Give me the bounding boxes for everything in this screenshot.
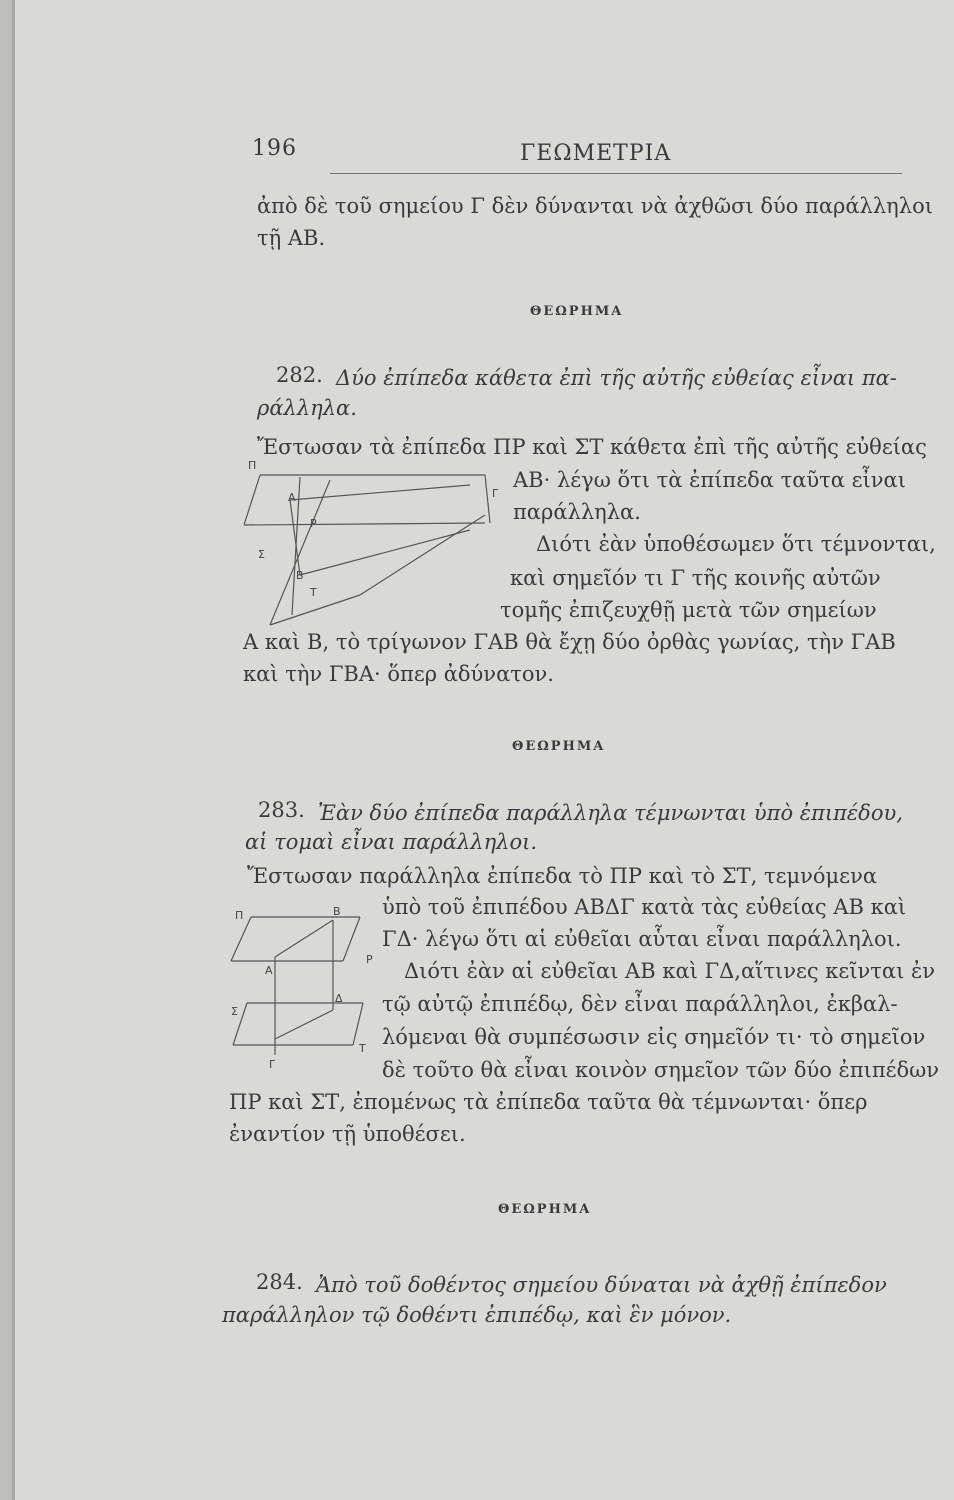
figure-line <box>231 917 251 961</box>
text-line: τῷ αὐτῷ ἐπιπέδῳ, δὲν εἶναι παράλληλοι, ἐκβαλ- <box>382 992 898 1016</box>
figure-label: Σ <box>231 1005 238 1018</box>
page-number: 196 <box>252 136 297 161</box>
figure-label: Σ <box>258 548 265 561</box>
figure-label: Α <box>265 964 273 977</box>
text-line: λόμεναι θὰ συμπέσωσιν εἰς σημεῖόν τι· τὸ σημεῖον <box>382 1025 926 1049</box>
text-line: ΠΡ καὶ ΣΤ, ἐπομένως τὰ ἐπίπεδα ταῦτα θὰ τέμνωνται· ὅπερ <box>229 1090 868 1114</box>
figure-label: Γ <box>492 487 499 500</box>
figure-label: Β <box>333 905 341 918</box>
figure-line <box>244 475 260 525</box>
theorem-heading: ΘΕΩΡΗΜΑ <box>498 1202 592 1217</box>
figure-line <box>290 485 470 500</box>
figure-label: Π <box>248 459 257 472</box>
text-line: Ἔστωσαν τὰ ἐπίπεδα ΠΡ καὶ ΣΤ κάθετα ἐπὶ τῆς αὐτῆς εὐθείας <box>257 435 927 459</box>
figure-line <box>360 515 485 595</box>
figure-label: Β <box>296 569 304 582</box>
header-rule <box>330 173 902 174</box>
theorem-statement: ράλληλα. <box>257 396 357 420</box>
theorem-number: 282. <box>276 363 323 387</box>
figure-line <box>275 920 333 957</box>
figure-line <box>270 480 330 625</box>
figure-label: Γ <box>269 1058 276 1070</box>
text-line: Διότι ἐὰν αἱ εὐθεῖαι ΑΒ καὶ ΓΔ,αἵτινες κεῖνται ἐν <box>404 959 936 983</box>
text-line: τῇ ΑΒ. <box>257 226 326 250</box>
figure-line <box>353 1003 363 1045</box>
theorem-heading: ΘΕΩΡΗΜΑ <box>530 304 624 319</box>
text-line: καὶ τὴν ΓΒΑ· ὅπερ ἀδύνατον. <box>243 662 554 686</box>
theorem-number: 284. <box>256 1270 303 1294</box>
text-line: παράλληλα. <box>513 500 641 524</box>
theorem-statement: Ἀπὸ τοῦ δοθέντος σημείου δύναται νὰ ἀχθῇ ἐπίπεδον <box>316 1273 887 1297</box>
figure-line <box>343 917 360 961</box>
text-line: Α καὶ Β, τὸ τρίγωνον ΓΑΒ θὰ ἔχῃ δύο ὀρθὰς γωνίας, τὴν ΓΑΒ <box>243 630 896 654</box>
figure-label: Ρ <box>366 953 373 966</box>
theorem-number: 283. <box>258 798 305 822</box>
theorem-statement: αἱ τομαὶ εἶναι παράλληλοι. <box>245 830 538 854</box>
running-header: ΓΕΩΜΕΤΡΙΑ <box>520 141 672 166</box>
figure-line <box>244 523 485 525</box>
text-line: ΑΒ· λέγω ὅτι τὰ ἐπίπεδα ταῦτα εἶναι <box>513 468 906 492</box>
figure-parallel-planes-intersected <box>225 905 380 1070</box>
figure-perpendicular-planes <box>240 455 510 630</box>
theorem-statement: Δύο ἐπίπεδα κάθετα ἐπὶ τῆς αὐτῆς εὐθείας εἶναι πα- <box>336 366 897 390</box>
page-edge <box>0 0 12 1500</box>
text-line: ἐναντίον τῇ ὑποθέσει. <box>229 1122 466 1146</box>
theorem-statement: Ἐὰν δύο ἐπίπεδα παράλληλα τέμνωνται ὑπὸ ἐπιπέδου, <box>318 801 903 825</box>
figure-label: Π <box>235 909 244 922</box>
text-line: καὶ σημεῖόν τι Γ τῆς κοινῆς αὐτῶν <box>510 566 881 590</box>
text-line: ΓΔ· λέγω ὅτι αἱ εὐθεῖαι αὗται εἶναι παράλληλοι. <box>382 927 902 951</box>
figure-label: Ρ <box>310 517 317 530</box>
theorem-statement: παράλληλον τῷ δοθέντι ἐπιπέδῳ, καὶ ἓν μόνον. <box>222 1303 732 1327</box>
text-line: Ἔστωσαν παράλληλα ἐπίπεδα τὸ ΠΡ καὶ τὸ ΣΤ, τεμνόμενα <box>247 864 878 888</box>
figure-label: Τ <box>310 586 317 599</box>
text-line: δὲ τοῦτο θὰ εἶναι κοινὸν σημεῖον τῶν δύο ἐπιπέδων <box>382 1058 940 1082</box>
figure-label: Τ <box>359 1042 366 1055</box>
figure-line <box>275 1010 333 1039</box>
figure-line <box>485 475 490 523</box>
theorem-heading: ΘΕΩΡΗΜΑ <box>512 739 606 754</box>
text-line: ἀπὸ δὲ τοῦ σημείου Γ δὲν δύνανται νὰ ἀχθῶσι δύο παράλληλοι <box>257 194 933 218</box>
text-line: Διότι ἐὰν ὑποθέσωμεν ὅτι τέμνονται, <box>536 532 936 556</box>
figure-line <box>300 530 470 575</box>
figure-label: Α <box>288 491 296 504</box>
text-line: ὑπὸ τοῦ ἐπιπέδου ΑΒΔΓ κατὰ τὰς εὐθείας ΑΒ καὶ <box>382 895 907 919</box>
figure-line <box>270 595 360 625</box>
page-edge-shadow <box>12 0 15 1500</box>
figure-label: Δ <box>335 992 343 1005</box>
text-line: τομῆς ἐπιζευχθῇ μετὰ τῶν σημείων <box>500 598 877 622</box>
